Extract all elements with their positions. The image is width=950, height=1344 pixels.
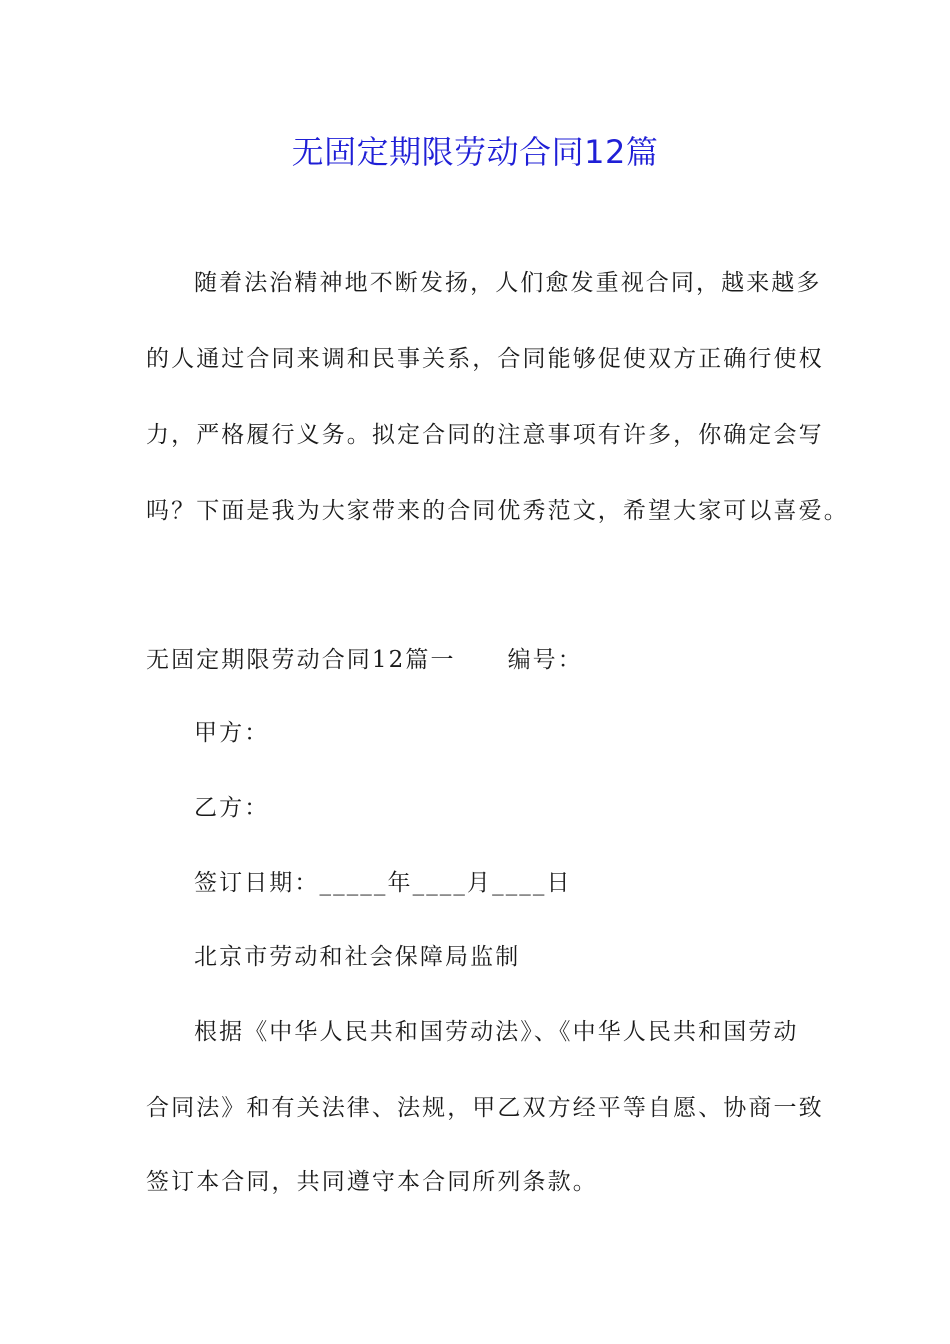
body-line-3: 签订本合同，共同遵守本合同所列条款。 — [146, 1169, 598, 1195]
intro-line-4: 吗？下面是我为大家带来的合同优秀范文，希望大家可以喜爱。 — [146, 498, 849, 524]
sign-date-line: 签订日期：_____年____月____日 — [194, 870, 572, 896]
section-heading-row — [146, 643, 583, 677]
body-line-1: 根据《中华人民共和国劳动法》、《中华人民共和国劳动 — [194, 1019, 799, 1045]
intro-line-1: 随着法治精神地不断发扬，人们愈发重视合同，越来越多 — [194, 270, 822, 296]
party-a-label: 甲方： — [194, 720, 270, 746]
party-b-label: 乙方： — [194, 795, 270, 821]
number-label: 编号： — [507, 647, 583, 673]
intro-line-3: 力，严格履行义务。拟定合同的注意事项有许多，你确定会写 — [146, 422, 824, 448]
section-heading: 无固定期限劳动合同12篇一 — [146, 647, 456, 673]
intro-line-2: 的人通过合同来调和民事关系，合同能够促使双方正确行使权 — [146, 346, 824, 372]
body-line-2: 合同法》和有关法律、法规，甲乙双方经平等自愿、协商一致 — [146, 1095, 824, 1121]
page-title: 无固定期限劳动合同12篇 — [291, 133, 659, 171]
supervisor-line: 北京市劳动和社会保障局监制 — [194, 944, 521, 970]
